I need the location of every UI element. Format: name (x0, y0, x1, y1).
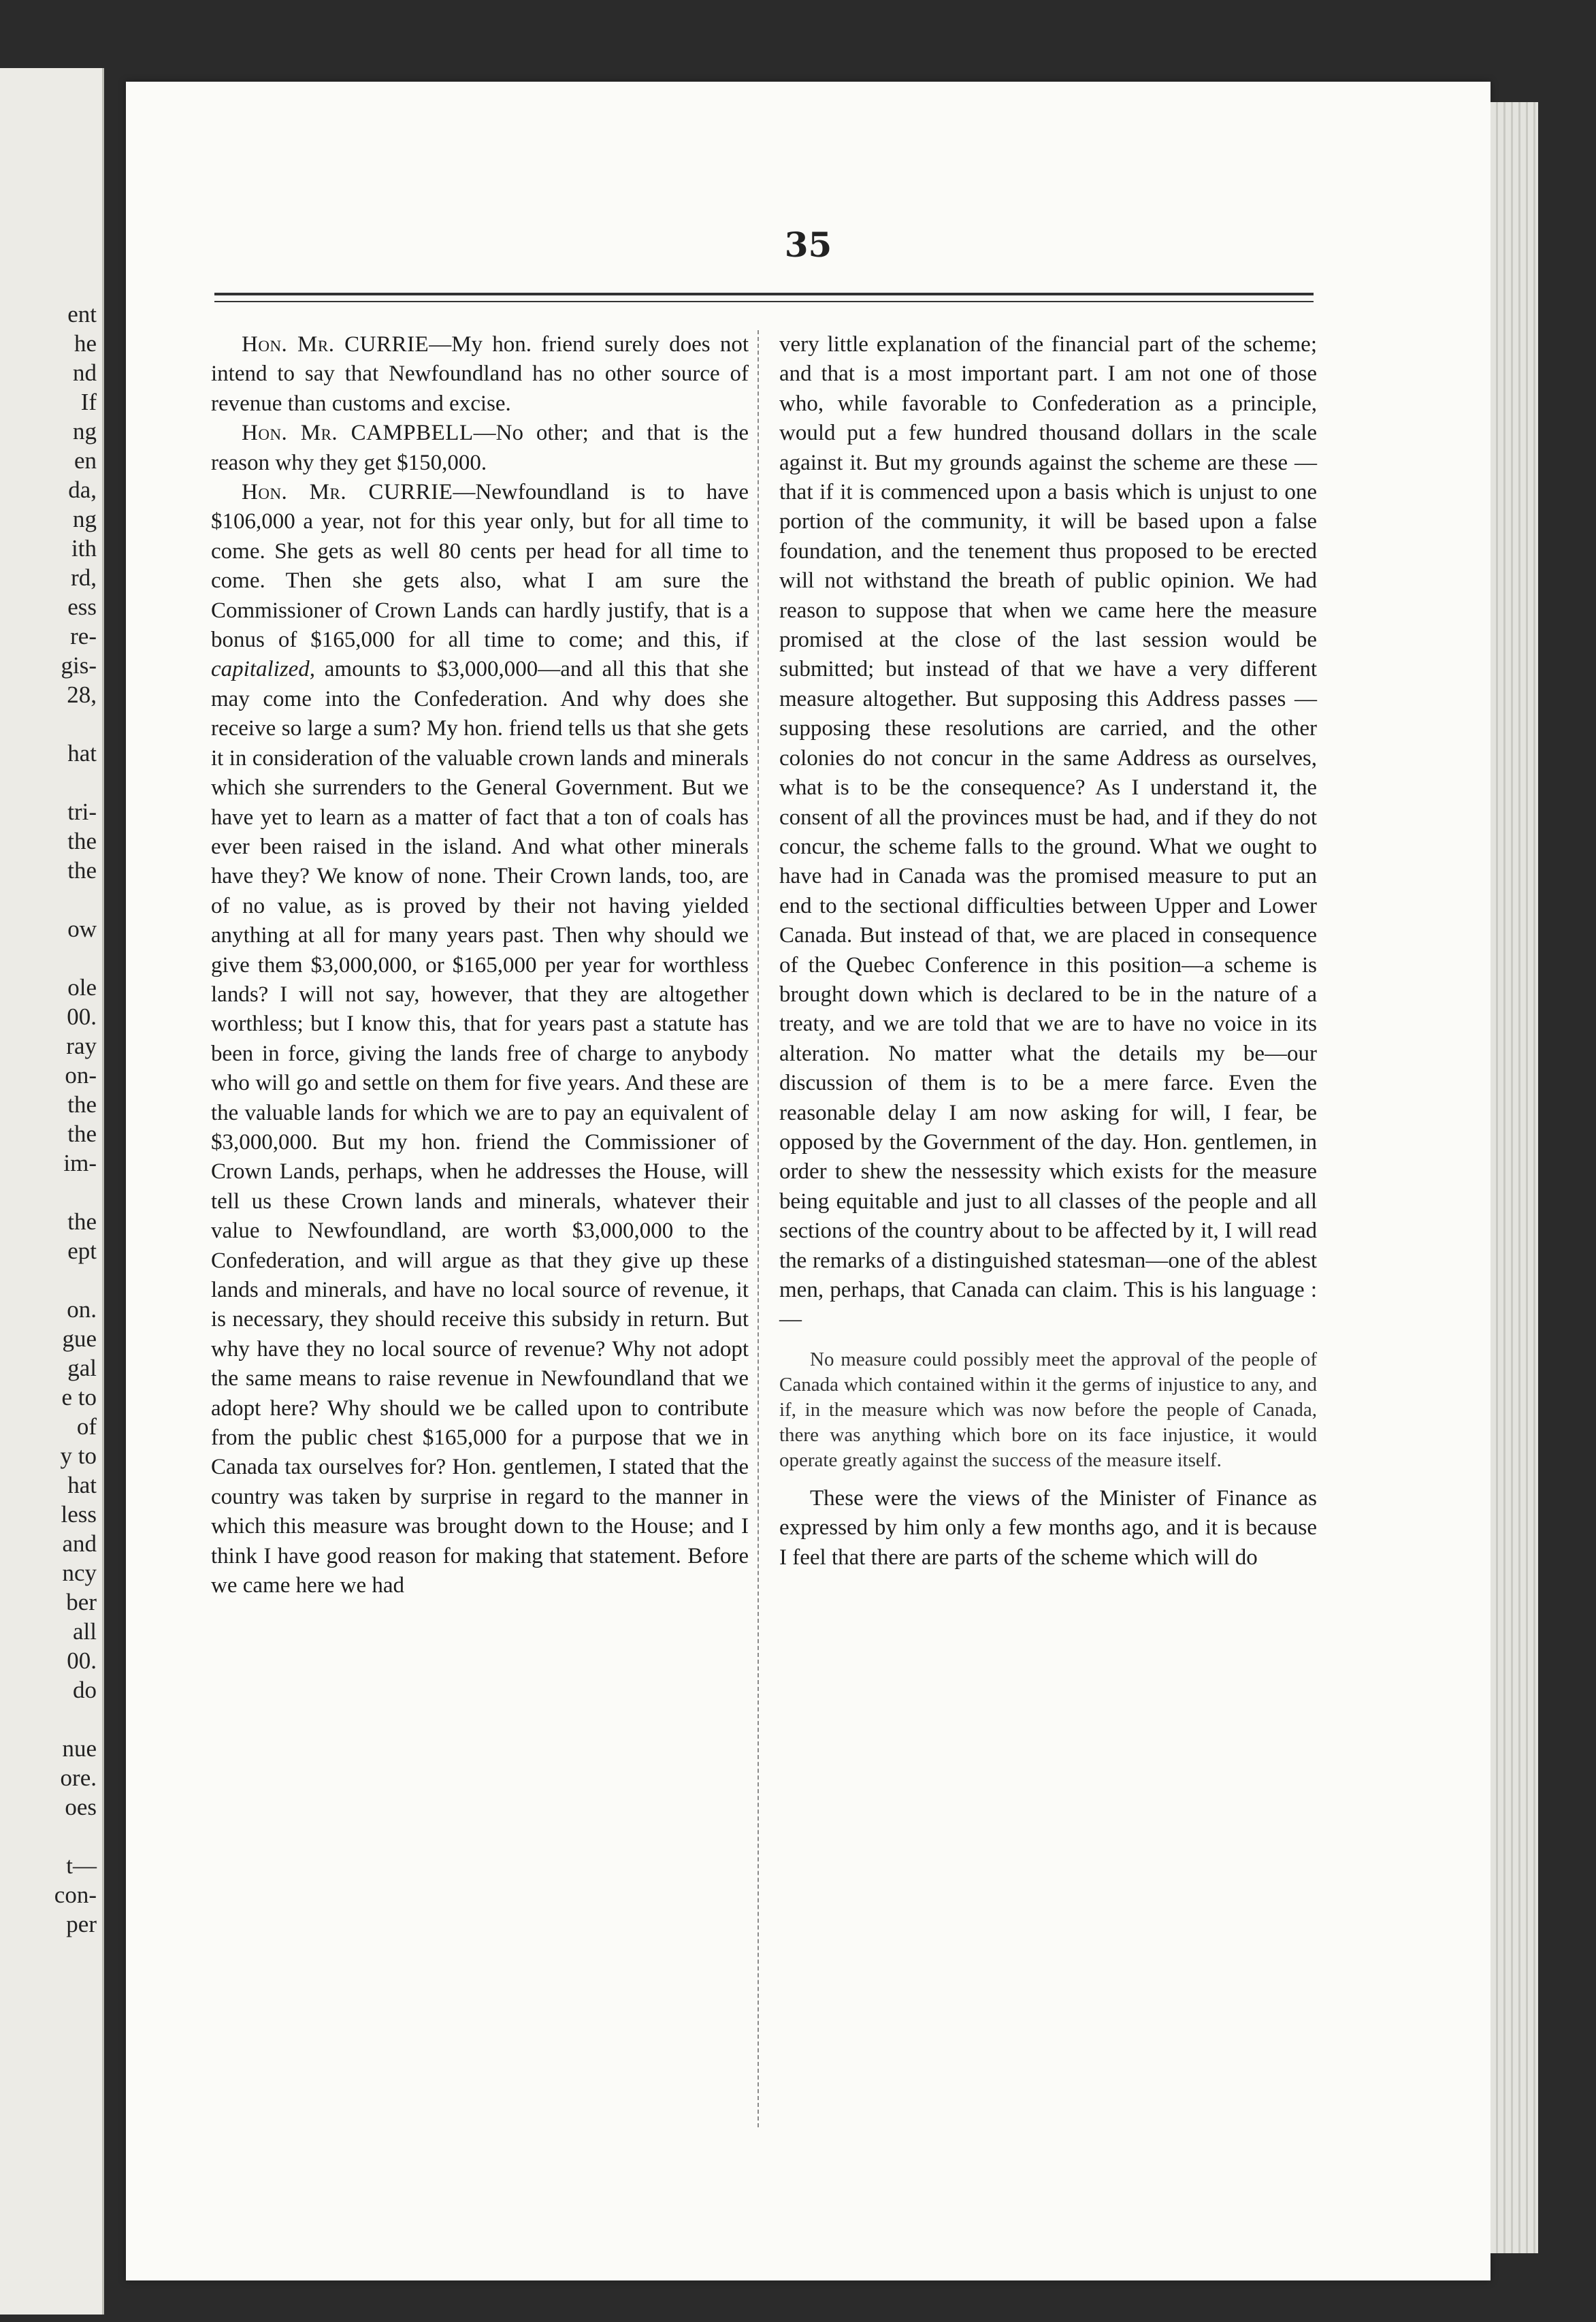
left-page-fragment (1, 1265, 97, 1295)
speaker-name: Hon. Mr. CAMPBELL (242, 421, 474, 446)
left-page-fragment: rd, (71, 564, 97, 591)
left-page-fragment: gal (67, 1355, 97, 1381)
left-page-fragment: gue (62, 1325, 97, 1352)
left-page-fragment: im- (63, 1150, 97, 1176)
paragraph-text: —Newfoundland is to have $106,000 a year, not for this year only, but for all time to come. She gets as well 80 cents per head for all time to come. Then she gets also, what I am sure the Commissioner of Crown Lands can hardly justify, that is a bonus of $165,000 for all time to come; and this, if (211, 480, 749, 653)
paragraph-text: —No other; and that is the reason why they get $150,000. (211, 421, 749, 475)
left-page-fragment: the (67, 828, 97, 854)
document-page (126, 82, 1491, 2280)
left-page-fragment (1, 944, 97, 973)
left-page-fragment: nue (62, 1735, 97, 1762)
left-page-fragment: ith (71, 535, 97, 562)
left-page-fragment: en (74, 447, 97, 474)
left-page-fragment (1, 1705, 97, 1734)
left-page-fragment: ess (67, 594, 97, 620)
left-page-fragment: tri- (67, 799, 97, 825)
left-page-fragment: ore. (60, 1764, 97, 1791)
left-page-fragment (1, 709, 97, 739)
left-page-fragment: ng (73, 418, 97, 445)
left-page-fragment: the (67, 857, 97, 884)
left-page-fragment: con- (54, 1882, 97, 1908)
left-page-fragment: t— (66, 1852, 97, 1879)
column-divider (758, 330, 759, 2127)
left-page-fragment: on- (65, 1062, 97, 1089)
left-page-fragment: e to (61, 1384, 97, 1410)
left-page-fragment: ow (67, 916, 97, 942)
paragraph-currie-2 (211, 478, 749, 1600)
left-page-fragment: the (67, 1208, 97, 1235)
paragraph-text: amounts to $3,000,000—and all this that she may come into the Confederation. And why does she receive so large a sum? My hon. friend tells us that she gets it in consideration of the valuable crown lands and minerals which she surrenders to the General Government. But we have yet to learn as a matter of fact that a ton of coals has ever been raised in the island. And what other minerals have they? We know of none. Their Crown lands, too, are of no value, as is proved by their not having yielded anything at all for many years past. Then why should we give them $3,000,000, or $165,000 per year for worthless lands? I will not say, however, that they are altogether worthless; but I know this, that for years past a statute has been in force, giving the lands free of charge to anybody who will go and settle on them for five years. And these are the valuable lands for which we are to pay an equivalent of $3,000,000. But my hon. friend the Commissioner of Crown Lands, perhaps, when he addresses the House, will tell us these Crown lands and minerals, whatever their value to Newfoundland, are worth $3,000,000 to the Confederation, and will argue as that they give up these lands and minerals, and have no local source of revenue, it is necessary, they should receive this subsidy in return. But why have they no local source of revenue? Why not adopt the same means to raise revenue in Newfoundland that we adopt here? Why should we be called upon to contribute from the public chest $165,000 for a purpose that we in Canada tax ourselves for? Hon. gentlemen, I stated that the country was taken by surprise in regard to the manner in which this measure was brought down to the House; and I think I have good reason for making that statement. Before we came here we had (211, 657, 749, 1598)
left-page-fragment: the (67, 1091, 97, 1118)
left-page-fragment: 00. (67, 1003, 97, 1030)
header-rule-thick (214, 293, 1314, 295)
left-page-fragment (1, 768, 97, 797)
left-page-fragment: hat (67, 740, 97, 767)
left-page-fragment: do (73, 1677, 97, 1703)
left-page-fragment: ole (67, 974, 97, 1001)
left-page-fragment: and (62, 1530, 97, 1557)
left-page-fragment: If (80, 389, 97, 415)
speaker-name: Hon. Mr. CURRIE (242, 480, 453, 505)
left-page-fragment: all (73, 1618, 97, 1645)
left-page-fragment: the (67, 1120, 97, 1147)
paragraph-text: —My hon. friend surely does not intend to say that Newfoundland has no other source of revenue than customs and excise. (211, 332, 749, 416)
left-page-fragment: less (61, 1501, 97, 1528)
left-page-fragment: per (66, 1911, 97, 1937)
left-page-fragment: ng (73, 506, 97, 532)
paragraph-minister-views: These were the views of the Minister of Finance as expressed by him only a few months ago, and it is because I feel that there are parts of the scheme which will do (779, 1485, 1317, 1570)
left-page-fragment: nd (73, 359, 97, 386)
left-page-fragment: hat (67, 1472, 97, 1498)
header-rule-thin (214, 301, 1314, 302)
left-page-fragment: gis- (61, 652, 97, 679)
left-column (211, 330, 749, 1600)
left-page-fragment: ray (66, 1033, 97, 1059)
left-page-text-fragments (1, 300, 97, 1939)
left-page-fragment (1, 1822, 97, 1851)
right-column (779, 330, 1317, 1573)
quoted-passage: No measure could possibly meet the approval of the people of Canada which contained within it the germs of injustice to any, and if, in the measure which was now before the people of Canada, there was anything which bore on its face injustice, it would operate greatly against the success of the measure itself. (779, 1348, 1317, 1471)
left-page-fragment: oes (65, 1794, 97, 1820)
left-page-fragment: re- (70, 623, 97, 649)
left-page-fragment: of (76, 1413, 97, 1440)
left-page-fragment: he (74, 330, 97, 357)
left-page-fragment (1, 885, 97, 914)
paragraph-continuation: very little explanation of the financial part of the scheme; and that is a most important part. I am not one of those who, while favorable to Confederation as a principle, would put a few hundred thousand dollars in the scale against it. But my grounds against the scheme are these — that if it is commenced upon a basis which is unjust to one portion of the community, it will be based upon a false foundation, and the tenement thus proposed to be erected will not withstand the breath of public opinion. We had reason to suppose that when we came here the measure promised at the close of the last session would be submitted; but instead of that we have a very different measure altogether. But supposing this Address passes — supposing these resolutions are carried, and the other colonies do not concur in the same Address as ourselves, what is to be the consequence? As I understand it, the consent of all the provinces must be had, and if they do not concur, the scheme falls to the ground. What we ought to have had in Canada was the promised measure to put an end to the sectional difficulties between Upper and Lower Canada. But instead of that, we are placed in consequence of the Quebec Conference in this position—a scheme is brought down which is declared to be in the nature of a treaty, and we are told that we are to have no voice in its alteration. No matter what the details my be—our discussion of them is to be a mere farce. Even the reasonable delay I am now asking for will, I fear, be opposed by the Government of the day. Hon. gentlemen, in order to shew the nessessity which exists for the measure being equitable and just to all classes of the people and all sections of the country about to be affected by it, I will read the remarks of a distinguished statesman—one of the ablest men, perhaps, that Canada can claim. This is his language :— (779, 332, 1317, 1332)
left-page-fragment: ept (67, 1238, 97, 1264)
left-facing-page (0, 68, 104, 2315)
italic-word: capitalized, (211, 657, 316, 682)
page-stack-edge (1491, 102, 1538, 2253)
page-number: 35 (784, 225, 832, 265)
left-page-fragment: 00. (67, 1647, 97, 1674)
left-page-fragment: on. (67, 1296, 97, 1323)
paragraph-campbell (211, 419, 749, 478)
left-page-fragment: da, (68, 477, 97, 503)
left-page-fragment: 28, (67, 681, 97, 708)
left-page-fragment: ent (67, 301, 97, 327)
left-page-fragment: ncy (62, 1560, 97, 1586)
left-page-fragment: y to (60, 1442, 97, 1469)
left-page-fragment: ber (66, 1589, 97, 1615)
paragraph-currie-1 (211, 330, 749, 419)
left-page-fragment (1, 1178, 97, 1207)
speaker-name: Hon. Mr. CURRIE (242, 332, 429, 357)
